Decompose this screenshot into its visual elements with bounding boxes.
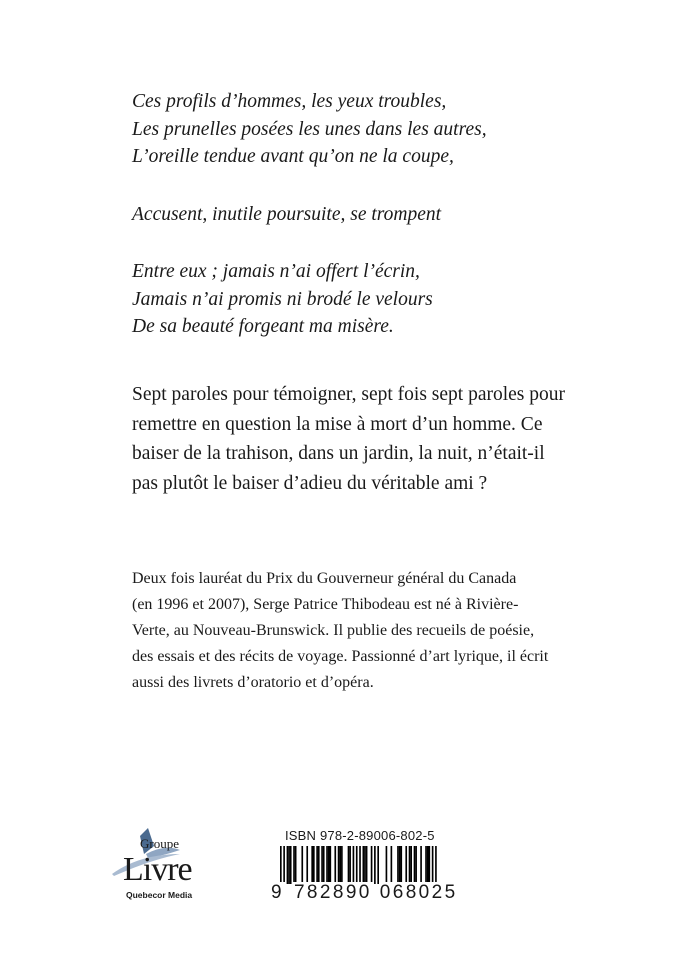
poem xyxy=(132,88,487,371)
bio-line: Deux fois lauréat du Prix du Gouverneur général du Canada xyxy=(132,570,517,587)
barcode-bar xyxy=(414,846,416,884)
logo-group-text: Groupe xyxy=(140,836,179,851)
barcode-bar xyxy=(288,846,290,884)
poem-line: Ces profils d’hommes, les yeux troubles, xyxy=(132,91,447,112)
barcode-bar xyxy=(338,846,340,884)
barcode-bar xyxy=(339,846,341,884)
barcode-bar xyxy=(391,846,393,884)
barcode-bar xyxy=(290,846,292,884)
barcode-bar xyxy=(316,846,318,884)
barcode-bar xyxy=(429,846,431,884)
bio-line: (en 1996 et 2007), Serge Patrice Thibodeau est né à Rivière- xyxy=(132,596,519,613)
publisher-logo xyxy=(110,826,210,906)
barcode-bar xyxy=(328,846,330,884)
barcode-bar xyxy=(371,846,373,884)
bio-line: aussi des livrets d’oratorio et d’opéra. xyxy=(132,674,374,691)
barcode-bar xyxy=(301,846,303,884)
barcode-bar xyxy=(405,846,407,884)
blurb-line: pas plutôt le baiser d’adieu du véritable ami ? xyxy=(132,472,488,494)
barcode-bar xyxy=(410,846,412,884)
barcode-bar xyxy=(409,846,411,884)
barcode-bar xyxy=(397,846,399,884)
bio-line: Verte, au Nouveau-Brunswick. Il publie des recueils de poésie, xyxy=(132,622,535,639)
barcode-bar xyxy=(295,846,297,884)
barcode-bar xyxy=(311,846,313,884)
barcode-bar xyxy=(374,846,376,884)
barcode-bar xyxy=(318,846,320,884)
poem-stanza-2 xyxy=(132,201,487,229)
barcode-bar xyxy=(287,846,289,884)
barcode-bar xyxy=(321,846,323,884)
author-bio xyxy=(132,566,548,696)
barcode-right-digits: 068025 xyxy=(379,882,458,903)
barcode-bar xyxy=(341,846,343,884)
poem-line: De sa beauté forgeant ma misère. xyxy=(132,316,394,337)
barcode-bar xyxy=(348,846,350,884)
blurb-line: baiser de la trahison, dans un jardin, la nuit, n’était-il xyxy=(132,443,545,464)
poem-line: Entre eux ; jamais n’ai offert l’écrin, xyxy=(132,261,420,282)
poem-stanza-3 xyxy=(132,258,487,341)
barcode-bar xyxy=(386,846,388,884)
blurb-line: remettre en question la mise à mort d’un homme. Ce xyxy=(132,413,543,435)
poem-line: Accusent, inutile poursuite, se trompent xyxy=(132,203,442,225)
barcode-bar xyxy=(366,846,368,884)
barcode-bar xyxy=(293,846,295,884)
barcode-bar xyxy=(415,846,417,884)
poem-line: L’oreille tendue avant qu’on ne la coupe, xyxy=(132,146,454,167)
bio-line: des essais et des récits de voyage. Passionné d’art lyrique, il écrit xyxy=(132,648,549,665)
barcode-bar xyxy=(349,846,351,884)
barcode-digits xyxy=(270,882,459,903)
barcode-bar xyxy=(427,846,429,884)
barcode-bar xyxy=(363,846,365,884)
barcode-bar xyxy=(353,846,355,884)
poem-line: Jamais n’ai promis ni brodé le velours xyxy=(132,288,433,310)
poem-line: Les prunelles posées les unes dans les autres, xyxy=(132,118,487,140)
blurb-line: Sept paroles pour témoigner, sept fois sept paroles pour xyxy=(132,384,565,405)
barcode-bar xyxy=(377,846,379,884)
barcode-bar xyxy=(323,846,325,884)
barcode-bar xyxy=(425,846,427,884)
barcode-bar xyxy=(313,846,315,884)
barcode-bar xyxy=(400,846,402,884)
barcode-bar xyxy=(420,846,422,884)
barcode-bar xyxy=(399,846,401,884)
barcode-bar xyxy=(334,846,336,884)
barcode-bar xyxy=(326,846,328,884)
barcode-first-digit: 9 xyxy=(271,882,284,903)
barcode-bar xyxy=(306,846,308,884)
isbn-text: ISBN 978-2-89006-802-5 xyxy=(285,828,435,843)
barcode-bar xyxy=(330,846,332,884)
logo-parent-text: Quebecor Media xyxy=(126,890,193,900)
barcode-left-digits: 782890 xyxy=(293,882,372,903)
poem-stanza-1 xyxy=(132,88,487,171)
blurb xyxy=(132,380,582,498)
logo-livre-text: Livre xyxy=(123,851,192,888)
barcode-bar xyxy=(364,846,366,884)
